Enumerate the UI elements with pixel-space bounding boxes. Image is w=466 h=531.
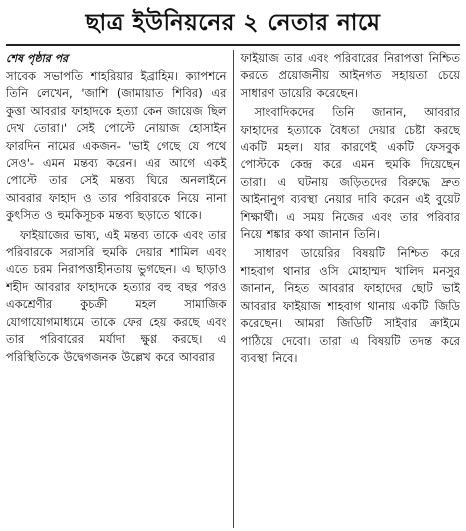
paragraph: সাধারণ ডায়েরির বিষয়টি নিশ্চিত করে শাহবাগ থানার ওসি মোহাম্মদ খালিদ মনসুর জানান, নিহত আবরার ফাহাদের ছোট ভাই আবরার ফাইয়াজ শাহবাগ থানায় একটি জিডি করেছেন। আমরা জিডিটি সাইবার ক্রাইমে পাঠিয়ে দেবো। তারা এ বিষয়টি তদন্ত করে ব্যবস্থা নিবে। (240, 246, 460, 365)
left-column (6, 50, 233, 528)
paragraph: সাবেক সভাপতি শাহরিয়ার ইব্রাহিম। ক্যাপশনে তিনি লেখেন, 'জাশি (জামায়াত শিবির) এর কুত্তা আবরার ফাহাদকে হত্যা কেন জায়েজ ছিল দেখ তোরা।' সেই পোস্টে নোয়াজ হোসাইন ফারদিন নামের একজন- 'ভাই গেছে যে পথে সেও'- এমন মন্তব্য করেন। এর আগে একই পোস্টে তার সেই মন্তব্য ঘিরে অনলাইনে আবরার ফাহাদ ও তার পরিবারকে নিয়ে নানা কুৎসিত ও হুমকিসূচক মন্তব্য ছড়াতে থাকে। (6, 69, 227, 223)
article-body (6, 50, 460, 528)
paragraph: ফাইয়াজের ভাষ্য, এই মন্তব্য তাকে এবং তার পরিবারকে সরাসরি হুমকি দেয়ার শামিল এবং এতে চরম নিরাপত্তাহীনতায় ভুগছেন। এ ছাড়াও শহীদ আবরার ফাহাদকে হত্যার বহু বছর পরও একশ্রেণীর কুচক্রী মহল সামাজিক যোগাযোগমাধ্যমে তাকে ফের হেয় করছে এবং তার পরিবারের মর্যাদা ক্ষুণ্ণ করছে। এ পরিস্থিতিকে উদ্বেগজনক উল্লেখ করে আবরার (6, 227, 227, 364)
right-column (234, 50, 461, 528)
headline: ছাত্র ইউনিয়নের ২ নেতার নামে (85, 10, 381, 36)
paragraph: সাংবাদিকদের তিনি জানান, আবরার ফাহাদের হত্যাকে বৈধতা দেয়ার চেষ্টা করছে একটি মহল। যার কারণেই একটি ফেসবুক পোস্টকে কেন্দ্র করে এমন হুমকি দিয়েছেন তারা। এ ঘটনায় জড়িতদের বিরুদ্ধে দ্রুত আইনানুগ ব্যবস্থা নেয়ার দাবি করেন এই বুয়েট শিক্ষার্থী। এ সময় নিজের এবং তার পরিবার নিয়ে শঙ্কার কথা জানান তিনি। (240, 105, 460, 242)
headline-rule (6, 44, 460, 46)
paragraph: ফাইয়াজ তার এবং পরিবারের নিরাপত্তা নিশ্চিত করতে প্রয়োজনীয় আইনগত সহায়তা চেয়ে সাধারণ ডায়েরি করেছেন। (240, 51, 460, 100)
continued-label: শেষ পৃষ্ঠার পর (6, 52, 69, 65)
